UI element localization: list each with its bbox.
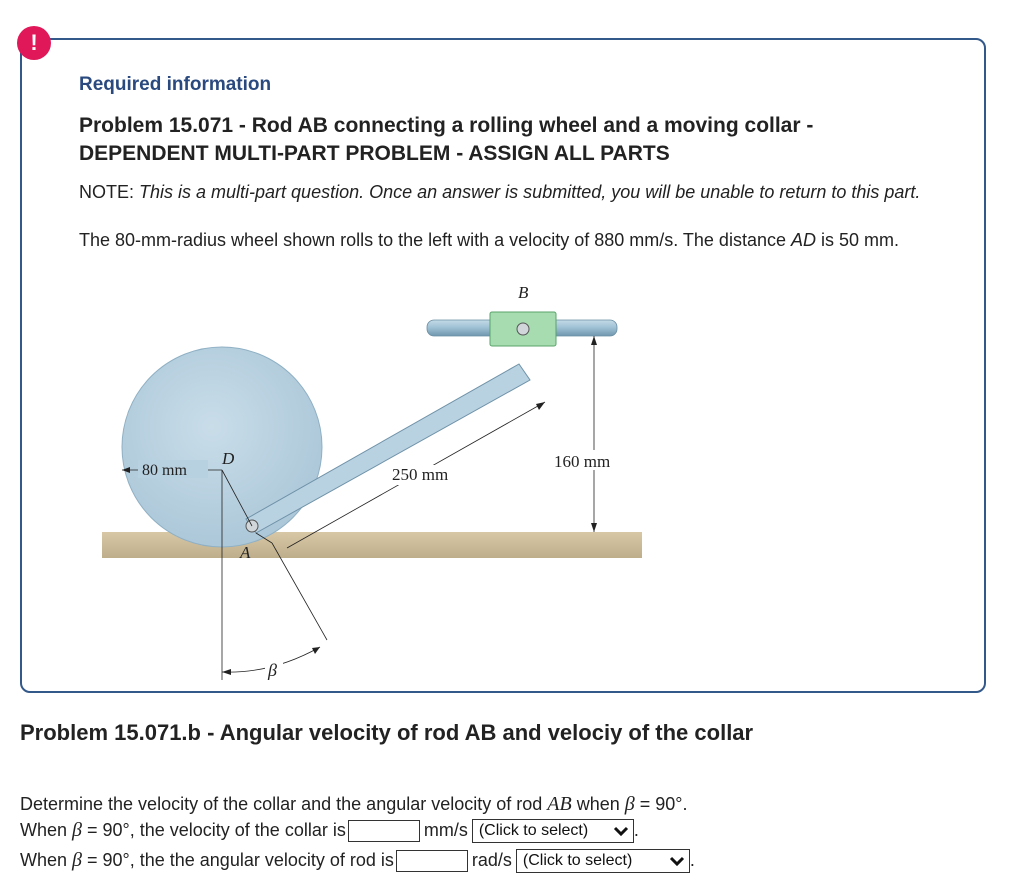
required-info-heading: Required information — [79, 74, 272, 95]
problem-title-line1: Problem 15.071 - Rod AB connecting a rolling wheel and a moving collar - — [79, 114, 814, 137]
question-collar-velocity — [20, 818, 639, 843]
dim-250-label: 250 mm — [392, 465, 449, 484]
q2-when: When — [20, 820, 73, 840]
desc-text-1: The 80-mm-radius wheel shown rolls to the left with a velocity of 880 mm/s. The distance — [79, 230, 791, 250]
rod-rotation-select[interactable] — [516, 849, 690, 873]
part-title: Problem 15.071.b - Angular velocity of rod AB and velociy of the collar — [20, 720, 754, 745]
q2-text: = 90°, the velocity of the collar is — [82, 820, 346, 840]
question-rod-angular-velocity — [20, 848, 695, 873]
alert-icon: ! — [17, 26, 51, 60]
dim-250-arrow — [536, 402, 545, 410]
note — [79, 180, 939, 204]
note-prefix: NOTE: — [79, 182, 140, 202]
q1-text: Determine the velocity of the collar and the angular velocity of rod — [20, 794, 548, 814]
label-a: A — [240, 543, 251, 562]
dim-160-label: 160 mm — [554, 452, 611, 471]
q1-beta: β — [624, 793, 635, 815]
q3-beta: β — [72, 849, 82, 871]
dim-80-label: 80 mm — [142, 462, 187, 479]
q1-ab: AB — [547, 793, 572, 815]
collar-velocity-input[interactable] — [348, 820, 420, 842]
q3-period: . — [689, 850, 695, 870]
problem-figure — [82, 280, 642, 680]
question-statement — [20, 792, 687, 816]
q1-when: when — [571, 794, 625, 814]
beta-arrow-left — [222, 669, 231, 675]
problem-title-line2: DEPENDENT MULTI-PART PROBLEM - ASSIGN ALL PARTS — [79, 142, 670, 165]
note-text: This is a multi-part question. Once an answer is submitted, you will be unable to return to this part. — [139, 182, 921, 202]
collar-direction-select-text: (Click to select) — [478, 822, 589, 840]
rod-angular-velocity-unit: rad/s — [471, 850, 512, 870]
q1-cond: = 90°. — [634, 794, 688, 814]
rod-angular-velocity-input[interactable] — [396, 850, 468, 872]
label-d: D — [222, 449, 235, 468]
q3-when: When — [20, 850, 73, 870]
required-info-panel — [20, 38, 986, 693]
collar-velocity-unit: mm/s — [423, 820, 468, 840]
chevron-down-icon — [611, 823, 631, 839]
desc-ad: AD — [790, 230, 816, 250]
label-b: B — [518, 283, 529, 302]
collar-direction-select[interactable] — [472, 819, 634, 843]
desc-text-2: is 50 mm. — [816, 230, 900, 250]
rod-rotation-select-text: (Click to select) — [522, 852, 633, 870]
problem-description — [79, 228, 959, 252]
q3-text: = 90°, the the angular velocity of rod is — [82, 850, 394, 870]
dim-160-arrow-bottom — [591, 523, 597, 532]
q2-beta: β — [72, 819, 82, 841]
pin-b — [517, 323, 529, 335]
q2-period: . — [633, 820, 639, 840]
problem-title — [79, 112, 813, 168]
dim-160-arrow-top — [591, 336, 597, 345]
label-beta: β — [268, 660, 277, 680]
chevron-down-icon — [667, 853, 687, 869]
